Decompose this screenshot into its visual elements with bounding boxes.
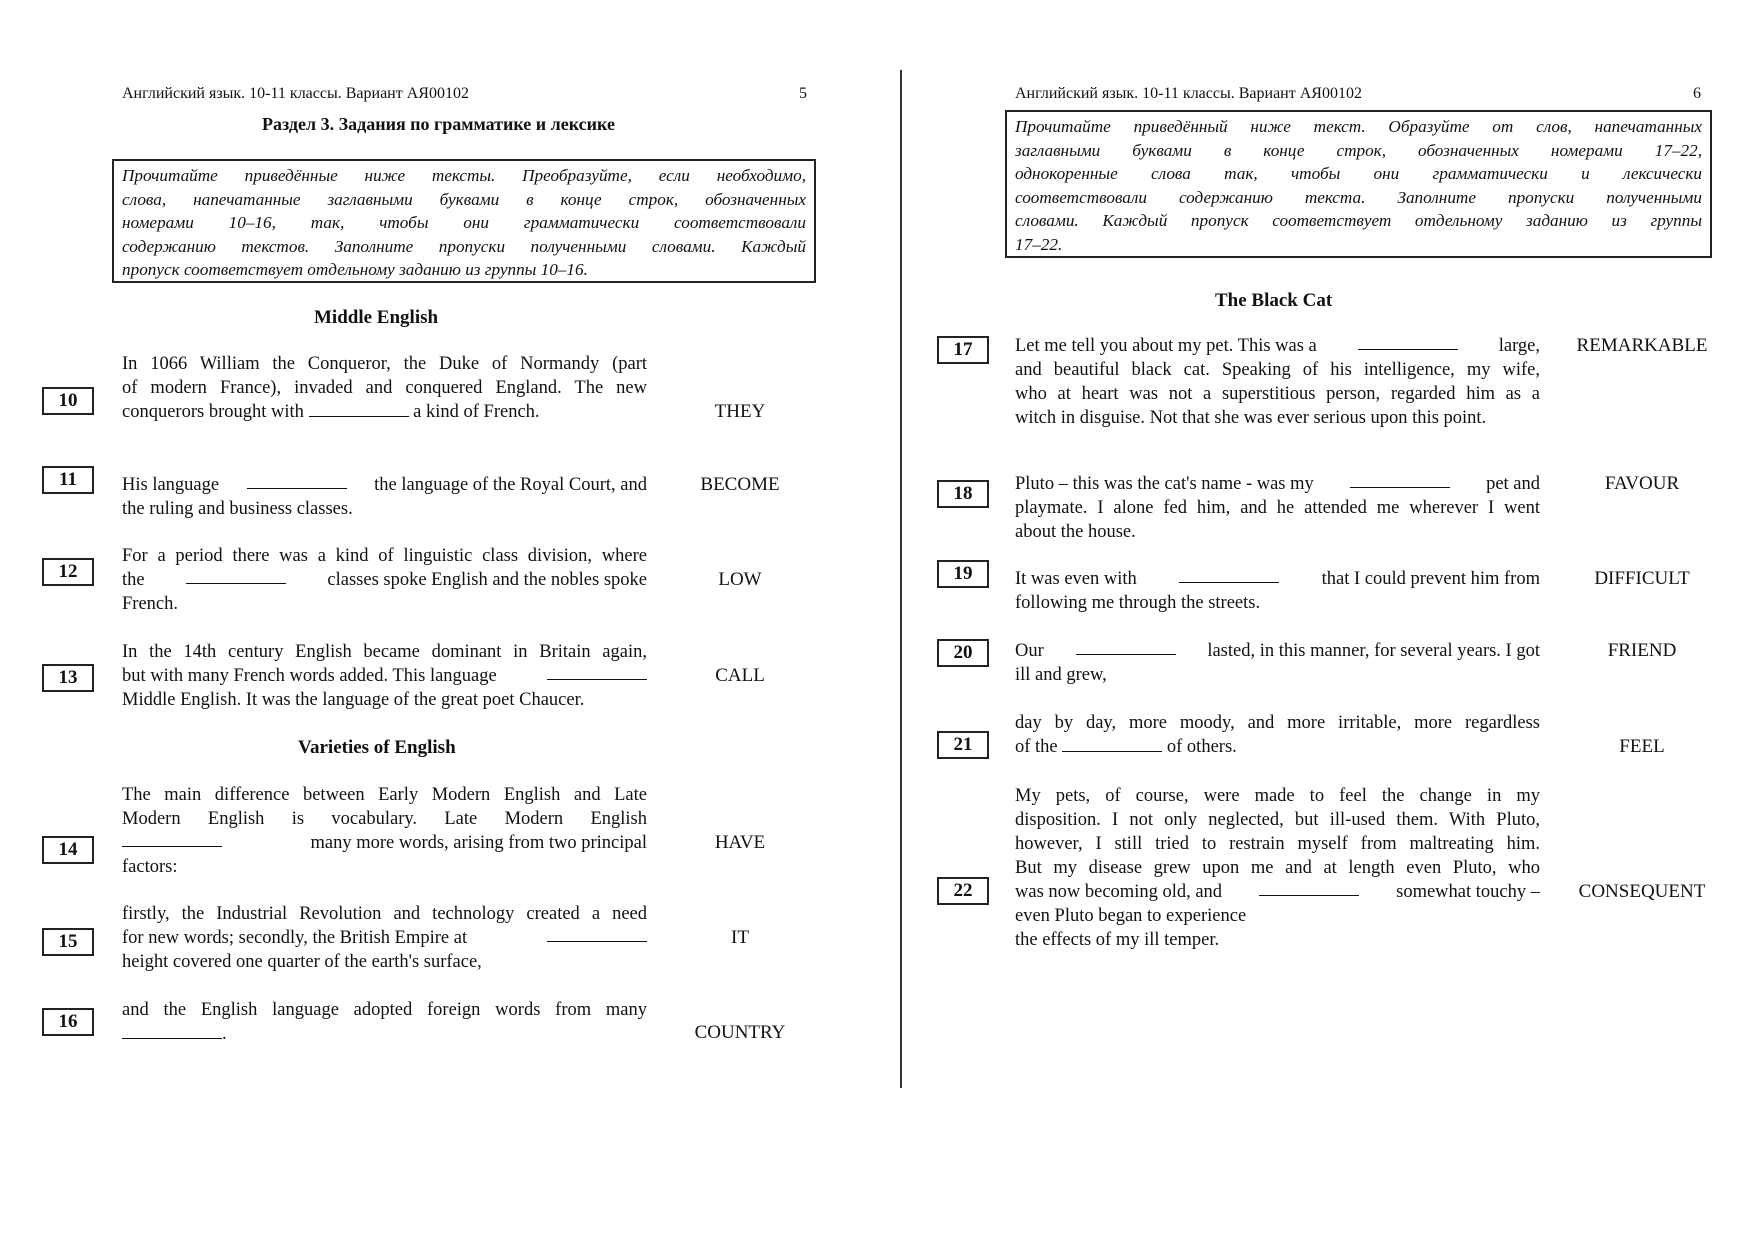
task-text-line: playmate. I alone fed him, and he attended me wherever I went bbox=[1015, 498, 1540, 518]
source-word: LOW bbox=[718, 569, 762, 590]
task-text-line: In 1066 William the Conqueror, the Duke of Normandy (part bbox=[122, 354, 647, 374]
task-text-line: the classes spoke English and the nobles spoke bbox=[122, 570, 647, 590]
task-text-line: His language the language of the Royal Court, and bbox=[122, 475, 647, 495]
task-text-line: of the of others. bbox=[1015, 737, 1237, 757]
task-text-line: In the 14th century English became dominant in Britain again, bbox=[122, 642, 647, 662]
source-word: COUNTRY bbox=[694, 1022, 786, 1043]
task-text-line: Middle English. It was the language of the great poet Chaucer. bbox=[122, 690, 585, 710]
task-text-line: witch in disguise. Not that she was ever serious upon this point. bbox=[1015, 408, 1487, 428]
task-text-line: even Pluto began to experience bbox=[1015, 906, 1247, 926]
task-number: 15 bbox=[42, 928, 94, 956]
task-text-line: French. bbox=[122, 594, 178, 614]
task-text-line: the effects of my ill temper. bbox=[1015, 930, 1220, 950]
answer-blank bbox=[547, 665, 647, 680]
task-number: 10 bbox=[42, 387, 94, 415]
task-text-line: and the English language adopted foreign words from many bbox=[122, 1000, 647, 1020]
answer-blank bbox=[1350, 473, 1450, 488]
source-word: DIFFICULT bbox=[1594, 568, 1690, 589]
task-text-line: for new words; secondly, the British Empire at bbox=[122, 927, 647, 949]
instruction-line: содержанию текстов. Заполните пропуски полученными словами. Каждый bbox=[122, 236, 806, 256]
task-number: 16 bbox=[42, 1008, 94, 1036]
task-text-line: of modern France), invaded and conquered England. The new bbox=[122, 378, 647, 398]
task-number: 13 bbox=[42, 664, 94, 692]
source-word: REMARKABLE bbox=[1576, 335, 1708, 356]
instruction-box bbox=[112, 159, 816, 283]
page-header: Английский язык. 10-11 классы. Вариант АЯ00102 bbox=[122, 85, 469, 102]
task-text-line: height covered one quarter of the earth's surface, bbox=[122, 952, 482, 972]
instruction-line: соответствовали содержанию текста. Заполните пропуски полученными bbox=[1015, 187, 1702, 207]
task-text-line: For a period there was a kind of linguistic class division, where bbox=[122, 546, 647, 566]
task-text-line: disposition. I not only neglected, but ill-used them. With Pluto, bbox=[1015, 810, 1540, 830]
answer-blank bbox=[122, 1024, 222, 1039]
task-number: 17 bbox=[937, 336, 989, 364]
instruction-box bbox=[1005, 110, 1712, 258]
answer-blank bbox=[309, 402, 409, 417]
answer-blank bbox=[547, 927, 647, 942]
page-number: 5 bbox=[799, 85, 807, 102]
task-number: 19 bbox=[937, 560, 989, 588]
source-word: CONSEQUENT bbox=[1578, 881, 1706, 902]
task-text-line: following me through the streets. bbox=[1015, 593, 1261, 613]
source-word: THEY bbox=[714, 401, 766, 422]
task-text-line: the ruling and business classes. bbox=[122, 499, 353, 519]
answer-blank bbox=[1259, 881, 1359, 896]
source-word: HAVE bbox=[714, 832, 766, 853]
task-text-line: . bbox=[122, 1023, 227, 1045]
task-number: 22 bbox=[937, 877, 989, 905]
task-number: 20 bbox=[937, 639, 989, 667]
instruction-line: номерами 10–16, так, чтобы они грамматически соответствовали bbox=[122, 213, 806, 232]
instruction-line: Прочитайте приведённый ниже текст. Образуйте от слов, напечатанных bbox=[1015, 117, 1702, 136]
task-text-line: My pets, of course, were made to feel the change in my bbox=[1015, 786, 1540, 806]
task-text-line: It was even with that I could prevent him from bbox=[1015, 569, 1540, 589]
task-text-line: many more words, arising from two principal bbox=[122, 832, 647, 854]
task-text-line: and beautiful black cat. Speaking of his intelligence, my wife, bbox=[1015, 360, 1540, 380]
source-word: FEEL bbox=[1619, 736, 1665, 757]
instruction-line: Прочитайте приведённые ниже тексты. Преобразуйте, если необходимо, bbox=[122, 166, 806, 185]
instruction-line: пропуск соответствует отдельному заданию из группы 10–16. bbox=[122, 260, 588, 279]
task-text-line: The main difference between Early Modern English and Late bbox=[122, 785, 647, 805]
task-number: 11 bbox=[42, 466, 94, 494]
task-text-line: Pluto – this was the cat's name - was my pet and bbox=[1015, 474, 1540, 494]
page-number: 6 bbox=[1693, 85, 1701, 102]
answer-blank bbox=[247, 474, 347, 489]
task-text-line: Modern English is vocabulary. Late Modern English bbox=[122, 809, 647, 829]
task-text-line: ill and grew, bbox=[1015, 665, 1107, 685]
answer-blank bbox=[122, 832, 222, 847]
task-text-line: who at heart was not a superstitious person, regarded him as a bbox=[1015, 384, 1540, 404]
answer-blank bbox=[1062, 737, 1162, 752]
instruction-line: слова, напечатанные заглавными буквами в конце строк, обозначенных bbox=[122, 189, 806, 209]
task-number: 14 bbox=[42, 836, 94, 864]
right-page bbox=[902, 0, 1754, 1239]
task-text-line: was now becoming old, and somewhat touchy – bbox=[1015, 882, 1540, 902]
instruction-line: однокоренные слова так, чтобы они грамматически и лексически bbox=[1015, 164, 1702, 183]
task-text-line: about the house. bbox=[1015, 522, 1136, 542]
source-word: FRIEND bbox=[1607, 640, 1677, 661]
task-number: 12 bbox=[42, 558, 94, 586]
page-header: Английский язык. 10-11 классы. Вариант АЯ00102 bbox=[1015, 85, 1362, 102]
answer-blank bbox=[1076, 640, 1176, 655]
instruction-line: заглавными буквами в конце строк, обозначенных номерами 17–22, bbox=[1015, 140, 1702, 160]
text-title: The Black Cat bbox=[1215, 290, 1333, 311]
task-text-line: firstly, the Industrial Revolution and technology created a need bbox=[122, 904, 647, 924]
task-text-line: Let me tell you about my pet. This was a large, bbox=[1015, 336, 1540, 356]
task-number: 18 bbox=[937, 480, 989, 508]
task-text-line: day by day, more moody, and more irritable, more regardless bbox=[1015, 713, 1540, 733]
task-number: 21 bbox=[937, 731, 989, 759]
section-title: Раздел 3. Задания по грамматике и лексике bbox=[262, 114, 615, 134]
text-title: Varieties of English bbox=[298, 737, 456, 758]
answer-blank bbox=[1179, 568, 1279, 583]
source-word: IT bbox=[731, 927, 749, 948]
instruction-line: словами. Каждый пропуск соответствует отдельному заданию из группы bbox=[1015, 211, 1702, 230]
task-text-line: Our lasted, in this manner, for several years. I got bbox=[1015, 641, 1540, 661]
task-text-line: conquerors brought with a kind of French. bbox=[122, 402, 540, 422]
source-word: FAVOUR bbox=[1604, 473, 1680, 494]
source-word: CALL bbox=[715, 665, 765, 686]
answer-blank bbox=[1358, 335, 1458, 350]
task-text-line: however, I still tried to restrain myself from maltreating him. bbox=[1015, 834, 1540, 854]
task-text-line: but with many French words added. This language bbox=[122, 665, 647, 687]
task-text-line: factors: bbox=[122, 857, 178, 877]
task-text-line: But my disease grew upon me and at length even Pluto, who bbox=[1015, 858, 1540, 878]
text-title: Middle English bbox=[314, 307, 439, 328]
instruction-line: 17–22. bbox=[1015, 234, 1063, 254]
answer-blank bbox=[186, 569, 286, 584]
source-word: BECOME bbox=[700, 474, 780, 495]
